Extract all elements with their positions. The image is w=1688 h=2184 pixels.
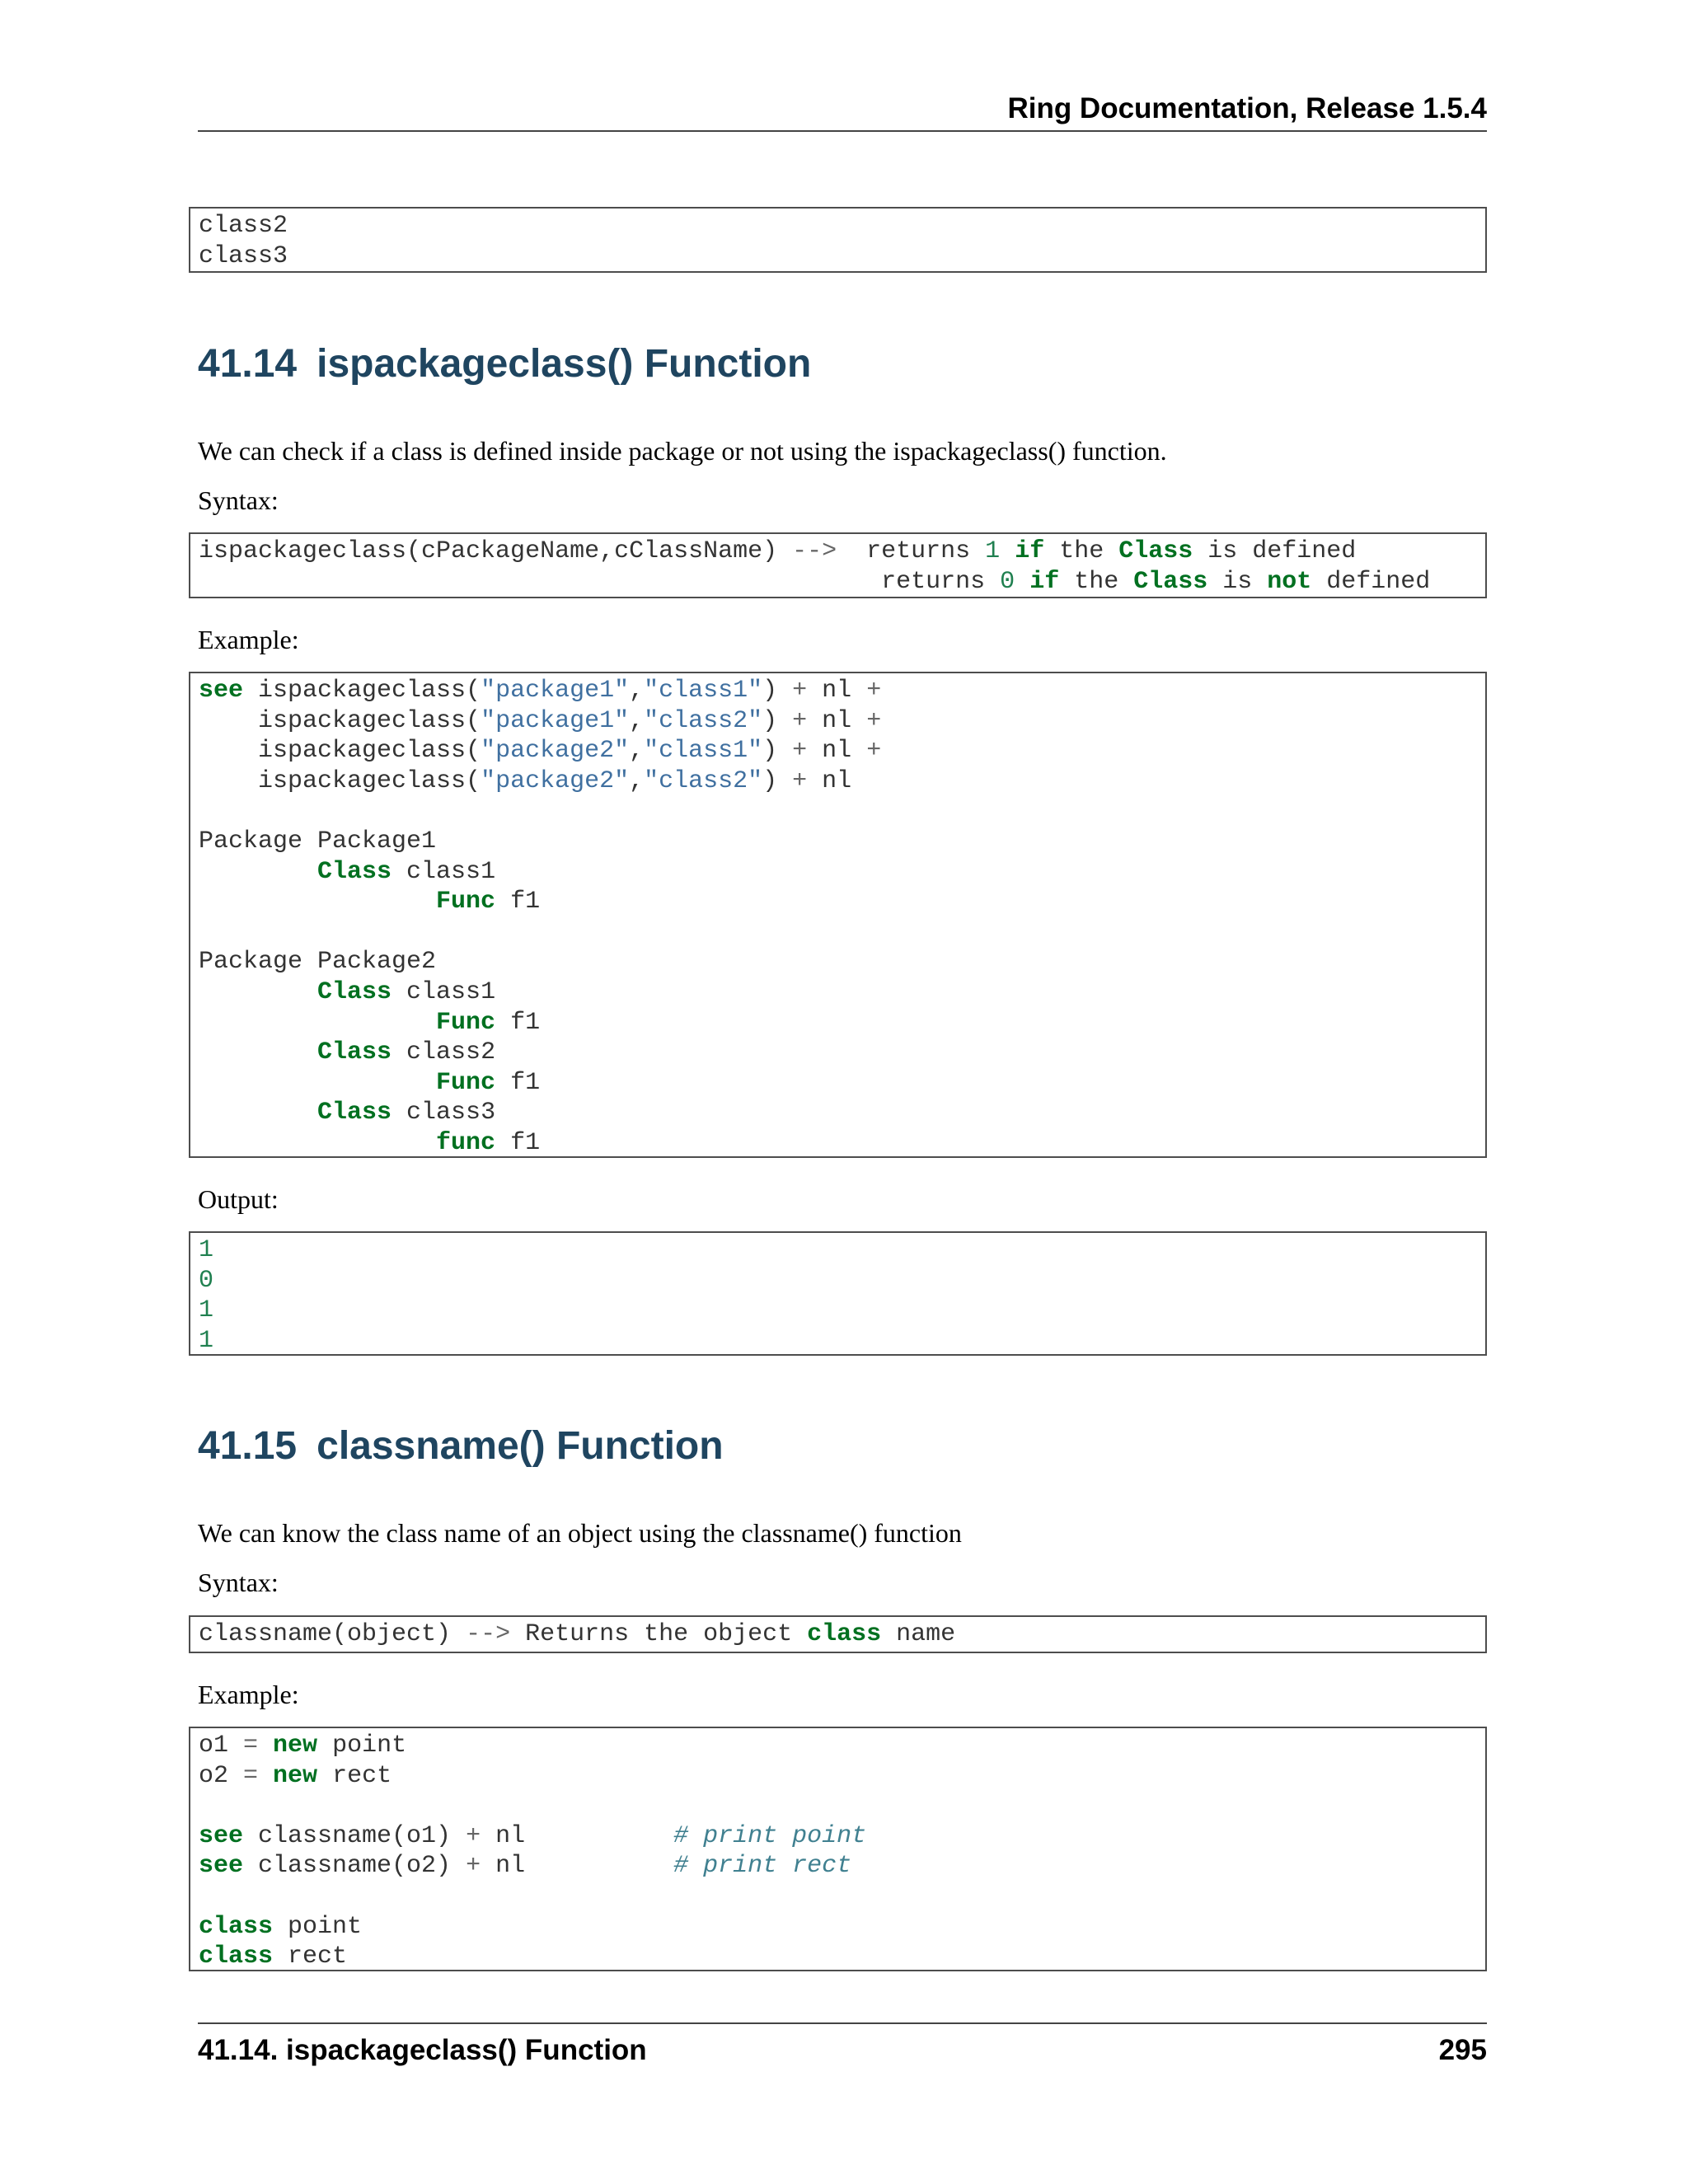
paragraph-classname-intro: We can know the class name of an object using the classname() function bbox=[198, 1518, 962, 1548]
code-line bbox=[199, 736, 1477, 766]
code-string: "class1" bbox=[644, 737, 763, 766]
code-text bbox=[258, 1732, 273, 1760]
code-string: "package1" bbox=[481, 706, 630, 735]
code-text bbox=[1000, 537, 1015, 565]
code-text: ispackageclass( bbox=[243, 677, 481, 705]
code-line bbox=[199, 1791, 1477, 1821]
section-title-text: classname() Function bbox=[316, 1424, 724, 1468]
code-text: nl bbox=[481, 1852, 674, 1881]
code-line bbox=[199, 887, 1477, 917]
code-number: 0 bbox=[199, 1266, 214, 1295]
output-label: Output: bbox=[198, 1184, 279, 1214]
section-title-text: ispackageclass() Function bbox=[316, 342, 812, 386]
code-operator: + bbox=[792, 737, 808, 766]
code-text: nl bbox=[807, 677, 867, 705]
code-line bbox=[199, 827, 1477, 857]
section-heading-ispackageclass bbox=[198, 341, 811, 387]
code-text: f1 bbox=[495, 888, 541, 916]
code-string: "package2" bbox=[481, 766, 630, 795]
code-line bbox=[199, 567, 1477, 598]
code-operator: + bbox=[792, 706, 808, 735]
code-line bbox=[199, 1068, 1477, 1099]
code-text: ) bbox=[762, 706, 793, 735]
code-text: o1 bbox=[199, 1732, 244, 1760]
code-text: o2 bbox=[199, 1761, 244, 1790]
code-line bbox=[199, 857, 1477, 888]
code-line bbox=[199, 1128, 1477, 1158]
code-keyword: Func bbox=[436, 888, 496, 916]
code-text: Package Package2 bbox=[199, 948, 437, 977]
code-text: Package Package1 bbox=[199, 827, 437, 855]
code-text: nl bbox=[807, 737, 867, 766]
code-keyword: new bbox=[273, 1761, 318, 1790]
section-number: 41.14 bbox=[198, 342, 298, 386]
code-keyword: not bbox=[1267, 567, 1312, 596]
code-text bbox=[199, 1009, 436, 1037]
code-text: ispackageclass(cPackageName,cClassName) bbox=[199, 537, 793, 565]
code-text: point bbox=[273, 1912, 363, 1941]
code-line bbox=[199, 1235, 1477, 1266]
syntax-label: Syntax: bbox=[198, 485, 279, 515]
code-line bbox=[199, 917, 1477, 948]
code-line bbox=[199, 241, 1477, 272]
code-keyword: see bbox=[199, 1821, 244, 1850]
code-keyword: Class bbox=[317, 1099, 392, 1127]
code-block-classname-example bbox=[189, 1727, 1487, 1971]
syntax-label: Syntax: bbox=[198, 1568, 279, 1597]
code-text bbox=[199, 1099, 317, 1127]
code-text: nl bbox=[481, 1821, 674, 1850]
code-text: is defined bbox=[1193, 537, 1357, 565]
code-keyword: Class bbox=[1133, 567, 1208, 596]
code-text: class2 bbox=[392, 1038, 496, 1067]
code-operator: = bbox=[243, 1761, 259, 1790]
code-text: returns bbox=[199, 567, 1001, 596]
code-line bbox=[199, 977, 1477, 1008]
code-text: , bbox=[629, 737, 645, 766]
code-keyword: class bbox=[199, 1912, 274, 1941]
code-text bbox=[1015, 568, 1029, 596]
code-line bbox=[199, 537, 1477, 567]
code-string: "class2" bbox=[644, 766, 763, 795]
code-text: rect bbox=[317, 1761, 392, 1790]
code-keyword: Func bbox=[436, 1008, 496, 1037]
code-line bbox=[199, 796, 1477, 827]
code-text bbox=[199, 1069, 436, 1097]
code-line bbox=[199, 1619, 1477, 1650]
code-line bbox=[199, 1821, 1477, 1852]
code-line bbox=[199, 676, 1477, 706]
code-operator: + bbox=[792, 766, 808, 795]
code-number: 1 bbox=[199, 1326, 214, 1355]
code-text: class1 bbox=[392, 857, 496, 886]
code-text: ) bbox=[762, 737, 793, 766]
code-line bbox=[199, 1912, 1477, 1943]
code-string: "package2" bbox=[481, 737, 630, 766]
code-block-class-list bbox=[189, 207, 1487, 273]
code-keyword: see bbox=[199, 1852, 244, 1881]
code-text: f1 bbox=[495, 1068, 541, 1097]
code-text bbox=[199, 978, 317, 1006]
code-line bbox=[199, 1008, 1477, 1038]
code-number: 1 bbox=[985, 537, 1001, 565]
code-text: returns bbox=[837, 537, 986, 565]
code-keyword: if bbox=[1015, 537, 1045, 565]
code-keyword: see bbox=[199, 677, 244, 705]
code-text: name bbox=[881, 1620, 956, 1648]
code-block-ispackageclass-example bbox=[189, 672, 1487, 1158]
page-header bbox=[198, 92, 1487, 132]
code-text: class1 bbox=[392, 977, 496, 1006]
paragraph-ispackageclass-intro: We can check if a class is defined inside package or not using the ispackageclass() function. bbox=[198, 436, 1167, 466]
code-line bbox=[199, 1296, 1477, 1326]
code-text: f1 bbox=[495, 1128, 541, 1157]
code-string: "class2" bbox=[644, 706, 763, 735]
footer-section-title: 41.14. ispackageclass() Function bbox=[198, 2034, 647, 2066]
code-keyword: Class bbox=[317, 857, 392, 886]
code-text: nl bbox=[807, 706, 867, 735]
example-label: Example: bbox=[198, 1680, 299, 1709]
code-text: ) bbox=[762, 677, 793, 705]
code-text: Returns the object bbox=[510, 1620, 808, 1648]
code-keyword: Class bbox=[317, 1038, 392, 1067]
code-text bbox=[199, 1038, 317, 1066]
code-text: , bbox=[629, 677, 645, 705]
code-block-ispackageclass-syntax bbox=[189, 532, 1487, 598]
page-number: 295 bbox=[1438, 2034, 1487, 2066]
code-text: class3 bbox=[199, 241, 288, 270]
code-keyword: Class bbox=[1118, 537, 1193, 565]
code-line bbox=[199, 1731, 1477, 1761]
code-operator: = bbox=[243, 1732, 259, 1760]
code-text: is bbox=[1207, 567, 1268, 596]
code-text: f1 bbox=[495, 1008, 541, 1037]
code-line bbox=[199, 1266, 1477, 1296]
code-text: ispackageclass( bbox=[199, 737, 481, 766]
code-line bbox=[199, 1326, 1477, 1356]
code-text: nl bbox=[807, 766, 852, 795]
code-text: class3 bbox=[392, 1099, 496, 1127]
section-number: 41.15 bbox=[198, 1424, 298, 1468]
code-text: , bbox=[629, 706, 645, 735]
code-text bbox=[199, 888, 436, 916]
code-keyword: Func bbox=[436, 1068, 496, 1097]
code-line bbox=[199, 1942, 1477, 1971]
code-text bbox=[199, 1129, 436, 1157]
code-line bbox=[199, 706, 1477, 737]
code-text: ispackageclass( bbox=[199, 706, 481, 735]
code-text bbox=[199, 858, 317, 886]
code-operator: + bbox=[792, 677, 808, 705]
code-line bbox=[199, 1038, 1477, 1068]
code-operator: --> bbox=[792, 537, 837, 565]
document-title: Ring Documentation, Release 1.5.4 bbox=[1007, 92, 1487, 124]
example-label: Example: bbox=[198, 625, 299, 654]
code-comment: # print point bbox=[673, 1821, 867, 1850]
code-keyword: class bbox=[807, 1620, 882, 1648]
code-text: defined bbox=[1311, 567, 1431, 596]
code-operator: --> bbox=[466, 1620, 511, 1648]
code-line bbox=[199, 1851, 1477, 1882]
code-text bbox=[258, 1762, 273, 1790]
code-block-ispackageclass-output bbox=[189, 1231, 1487, 1356]
code-text: the bbox=[1059, 567, 1134, 596]
code-keyword: Class bbox=[317, 977, 392, 1006]
code-text: the bbox=[1044, 537, 1119, 565]
code-string: "class1" bbox=[644, 677, 763, 705]
code-line bbox=[199, 211, 1477, 241]
code-operator: + bbox=[866, 677, 882, 705]
code-number: 1 bbox=[199, 1236, 214, 1264]
page-footer bbox=[198, 2022, 1487, 2070]
code-number: 0 bbox=[1000, 567, 1015, 596]
code-number: 1 bbox=[199, 1296, 214, 1325]
code-operator: + bbox=[466, 1821, 481, 1850]
code-keyword: if bbox=[1029, 567, 1060, 596]
code-text: rect bbox=[273, 1943, 348, 1971]
code-text: classname(o1) bbox=[243, 1821, 467, 1850]
code-text: ispackageclass( bbox=[199, 766, 481, 795]
code-text: class2 bbox=[199, 212, 288, 240]
section-heading-classname bbox=[198, 1423, 724, 1469]
code-line bbox=[199, 1882, 1477, 1912]
code-line bbox=[199, 766, 1477, 797]
code-line bbox=[199, 1098, 1477, 1128]
code-string: "package1" bbox=[481, 677, 630, 705]
code-text: ) bbox=[762, 766, 793, 795]
code-keyword: func bbox=[436, 1128, 496, 1157]
code-line bbox=[199, 1761, 1477, 1792]
code-line bbox=[199, 947, 1477, 977]
code-keyword: class bbox=[199, 1943, 274, 1971]
code-keyword: new bbox=[273, 1732, 318, 1760]
code-text: classname(o2) bbox=[243, 1852, 467, 1881]
code-block-classname-syntax bbox=[189, 1615, 1487, 1653]
code-text: point bbox=[317, 1732, 407, 1760]
code-operator: + bbox=[866, 737, 882, 766]
code-comment: # print rect bbox=[673, 1852, 852, 1881]
code-text: , bbox=[629, 766, 645, 795]
code-operator: + bbox=[866, 706, 882, 735]
code-text: classname(object) bbox=[199, 1620, 467, 1648]
code-operator: + bbox=[466, 1852, 481, 1881]
